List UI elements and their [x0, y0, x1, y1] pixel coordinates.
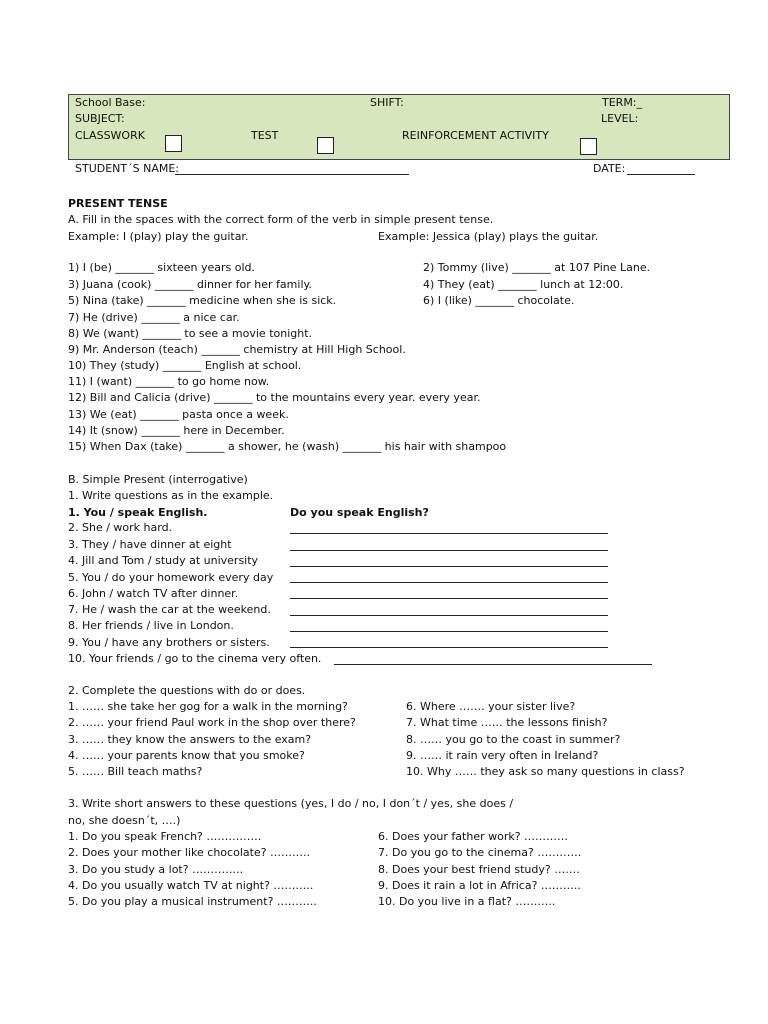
- exercise-item: 15) When Dax (take) _______ a shower, he (wash) _______ his hair with shampoo: [68, 440, 507, 453]
- exercise-item: 8) We (want) _______ to see a movie tonight.: [68, 327, 313, 340]
- question-prompt: 10. Your friends / go to the cinema very often.: [68, 652, 322, 665]
- section-2-instruction: 2. Complete the questions with do or does.: [68, 684, 306, 697]
- date-field[interactable]: [627, 174, 695, 175]
- question-prompt: 2. She / work hard.: [68, 521, 173, 534]
- section-b-title: B. Simple Present (interrogative): [68, 473, 248, 486]
- example-1: Example: I (play) play the guitar.: [68, 230, 249, 243]
- exercise-item: 2) Tommy (live) _______ at 107 Pine Lane.: [423, 261, 651, 274]
- exercise-item: 9) Mr. Anderson (teach) _______ chemistry at Hill High School.: [68, 343, 406, 356]
- exercise-item: 12) Bill and Calicia (drive) _______ to the mountains every year. every year.: [68, 391, 481, 404]
- exercise-item: 6) I (like) _______ chocolate.: [423, 294, 575, 307]
- exercise-item: 3) Juana (cook) _______ dinner for her family.: [68, 278, 312, 291]
- exercise-item: 1) I (be) _______ sixteen years old.: [68, 261, 255, 274]
- question-prompt: 4. Jill and Tom / study at university: [68, 554, 259, 567]
- short-answer-item: 8. Does your best friend study? …….: [378, 863, 580, 876]
- answer-line[interactable]: [290, 533, 608, 534]
- do-does-item: 8. …… you go to the coast in summer?: [406, 733, 621, 746]
- question-prompt: 3. They / have dinner at eight: [68, 538, 232, 551]
- answer-line[interactable]: [290, 631, 608, 632]
- do-does-item: 3. …… they know the answers to the exam?: [68, 733, 312, 746]
- question-prompt: 6. John / watch TV after dinner.: [68, 587, 239, 600]
- exercise-item: 4) They (eat) _______ lunch at 12:00.: [423, 278, 624, 291]
- do-does-item: 6. Where ……. your sister live?: [406, 700, 576, 713]
- student-name-field[interactable]: [175, 174, 409, 175]
- short-answer-item: 4. Do you usually watch TV at night? ………..: [68, 879, 314, 892]
- classwork-checkbox[interactable]: [165, 135, 182, 152]
- question-prompt: 5. You / do your homework every day: [68, 571, 274, 584]
- answer-line[interactable]: [290, 598, 608, 599]
- short-answer-item: 1. Do you speak French? ……………: [68, 830, 262, 843]
- section-a-title: PRESENT TENSE: [68, 197, 168, 210]
- reinforcement-checkbox[interactable]: [580, 138, 597, 155]
- question-prompt: 9. You / have any brothers or sisters.: [68, 636, 270, 649]
- level-label: LEVEL:: [601, 112, 639, 125]
- short-answer-item: 5. Do you play a musical instrument? ………..: [68, 895, 317, 908]
- answer-line[interactable]: [290, 647, 608, 648]
- exercise-item: 7) He (drive) _______ a nice car.: [68, 311, 240, 324]
- exercise-item: 13) We (eat) _______ pasta once a week.: [68, 408, 289, 421]
- test-checkbox[interactable]: [317, 137, 334, 154]
- do-does-item: 2. …… your friend Paul work in the shop over there?: [68, 716, 356, 729]
- section-3-instruction-cont: no, she doesn´t, ….): [68, 814, 181, 827]
- reinforcement-label: REINFORCEMENT ACTIVITY: [402, 129, 549, 142]
- do-does-item: 9. …… it rain very often in Ireland?: [406, 749, 599, 762]
- answer-line[interactable]: [290, 582, 608, 583]
- exercise-item: 10) They (study) _______ English at school.: [68, 359, 302, 372]
- section-b-instruction: 1. Write questions as in the example.: [68, 489, 274, 502]
- example-answer: Do you speak English?: [290, 506, 429, 519]
- classwork-label: CLASSWORK: [75, 129, 145, 142]
- exercise-item: 14) It (snow) _______ here in December.: [68, 424, 285, 437]
- do-does-item: 4. …… your parents know that you smoke?: [68, 749, 305, 762]
- short-answer-item: 9. Does it rain a lot in Africa? ………..: [378, 879, 581, 892]
- do-does-item: 1. …… she take her gog for a walk in the morning?: [68, 700, 348, 713]
- school-base-label: School Base:: [75, 96, 146, 109]
- short-answer-item: 7. Do you go to the cinema? …………: [378, 846, 582, 859]
- question-prompt: 7. He / wash the car at the weekend.: [68, 603, 271, 616]
- do-does-item: 7. What time …… the lessons finish?: [406, 716, 608, 729]
- test-label: TEST: [251, 129, 279, 142]
- example-prompt: 1. You / speak English.: [68, 506, 208, 519]
- answer-line[interactable]: [290, 615, 608, 616]
- student-name-label: STUDENT´S NAME:: [75, 162, 180, 175]
- section-a-instruction: A. Fill in the spaces with the correct form of the verb in simple present tense.: [68, 213, 494, 226]
- short-answer-item: 3. Do you study a lot? …………..: [68, 863, 244, 876]
- do-does-item: 5. …… Bill teach maths?: [68, 765, 203, 778]
- do-does-item: 10. Why …… they ask so many questions in class?: [406, 765, 685, 778]
- question-prompt: 8. Her friends / live in London.: [68, 619, 234, 632]
- exercise-item: 11) I (want) _______ to go home now.: [68, 375, 270, 388]
- date-label: DATE:: [593, 162, 626, 175]
- term-label: TERM:_: [602, 96, 643, 109]
- short-answer-item: 2. Does your mother like chocolate? ………..: [68, 846, 311, 859]
- exercise-item: 5) Nina (take) _______ medicine when she is sick.: [68, 294, 337, 307]
- short-answer-item: 10. Do you live in a flat? ………..: [378, 895, 556, 908]
- answer-line[interactable]: [334, 664, 652, 665]
- example-2: Example: Jessica (play) plays the guitar.: [378, 230, 599, 243]
- shift-label: SHIFT:: [370, 96, 404, 109]
- subject-label: SUBJECT:: [75, 112, 125, 125]
- section-3-instruction: 3. Write short answers to these questions (yes, I do / no, I don´t / yes, she does /: [68, 797, 514, 810]
- short-answer-item: 6. Does your father work? …………: [378, 830, 569, 843]
- answer-line[interactable]: [290, 566, 608, 567]
- answer-line[interactable]: [290, 550, 608, 551]
